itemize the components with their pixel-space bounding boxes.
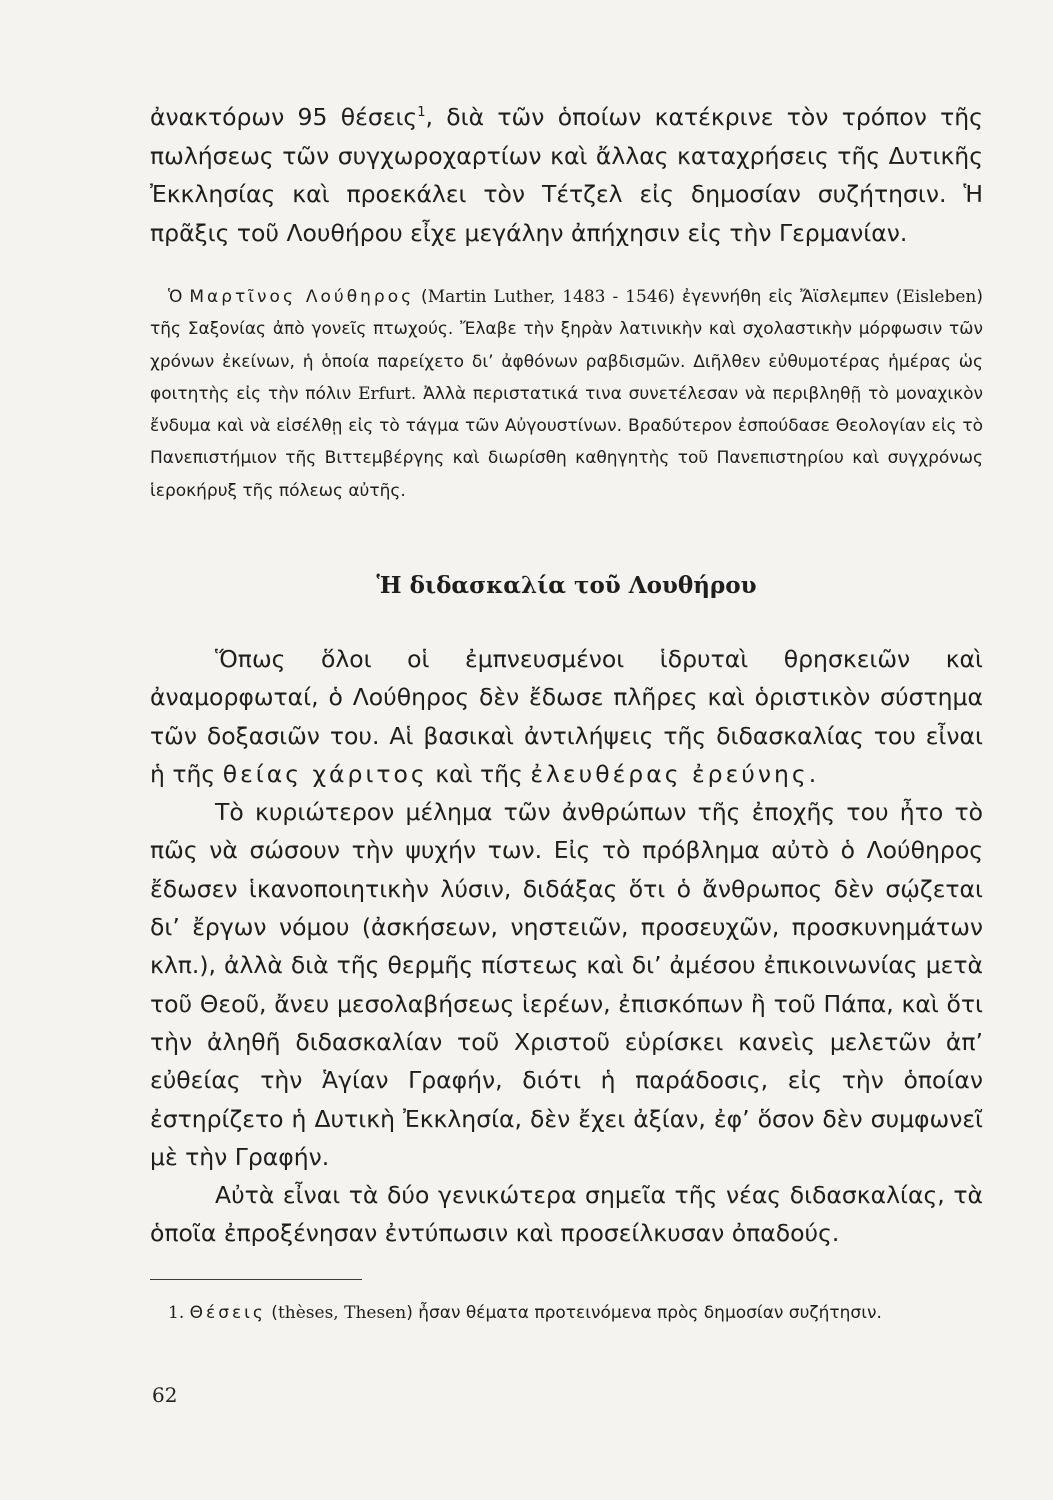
paragraph-doctrine bbox=[150, 640, 983, 793]
section-body bbox=[150, 640, 983, 1253]
section-heading: Ἡ διδασκαλία τοῦ Λουθήρου bbox=[376, 572, 757, 599]
latin-term: thèses, Thesen bbox=[277, 1303, 407, 1323]
paragraph-text: ( bbox=[265, 1303, 278, 1323]
spaced-term: ἐλευθέρας ἐρεύνης bbox=[530, 759, 809, 788]
paragraph-text: ( bbox=[414, 287, 428, 307]
paragraph-text: ἀνακτόρων 95 θέσεις bbox=[150, 103, 418, 131]
spaced-term: Θέσεις bbox=[189, 1303, 266, 1323]
page-number: 62 bbox=[152, 1383, 178, 1407]
footnote-number: 1. bbox=[168, 1303, 185, 1323]
footnote-marker[interactable]: 1 bbox=[417, 105, 426, 121]
footnote-divider bbox=[150, 1279, 362, 1280]
latin-town: Eisleben bbox=[902, 287, 977, 307]
latin-name: Martin Luther, 1483 - 1546 bbox=[427, 287, 669, 307]
paragraph-theses bbox=[150, 98, 983, 252]
paragraph-salvation: Τὸ κυριώτερον μέλημα τῶν ἀνθρώπων τῆς ἐποχῆς του ἦτο τὸ πῶς νὰ σώσουν τὴν ψυχήν των. Εἰς τὸ πρόβλημα αὐτὸ ὁ Λούθηρος ἔδωσεν ἱκανοποιητικὴν λύσιν, διδάξας ὅτι ὁ ἄνθρωπος δὲν σῴζεται δι’ ἔργων νόμου (ἀσκήσεων, νηστειῶν, προσευχῶν, προσκυνημάτων κλπ.), ἀλλὰ διὰ τῆς θερμῆς πίστεως καὶ δι’ ἀμέσου ἐπικοινωνίας μετὰ τοῦ Θεοῦ, ἄνευ μεσολαβήσεως ἱερέων, ἐπισκόπων ἢ τοῦ Πάπα, καὶ ὅτι τὴν ἀληθῆ διδασκαλίαν τοῦ Χριστοῦ εὑρίσκει κανεὶς μελετῶν ἀπ’ εὐθείας τὴν Ἁγίαν Γραφήν, διότι ἡ παράδοσις, εἰς τὴν ὁποίαν ἐστηρίζετο ἡ Δυτικὴ Ἐκκλησία, δὲν ἔχει ἀξίαν, ἐφ’ ὅσον δὲν συμφωνεῖ μὲ τὴν Γραφήν. bbox=[150, 798, 983, 1171]
paragraph-text: Ὁ bbox=[168, 287, 183, 307]
paragraph-text: καὶ τῆς bbox=[435, 759, 523, 788]
footnote bbox=[150, 1297, 983, 1329]
paragraph-text: ) ἐγεννήθη εἰς Ἄϊσλεμπεν ( bbox=[668, 287, 903, 307]
paragraph-text: ) τῆς Σαξονίας ἀπὸ γονεῖς πτωχούς. Ἔλαβε τὴν ξηρὰν λατινικὴν καὶ σχολαστικὴν μόρφωσιν τῶν χρόνων ἐκείνων, ἡ ὁποία παρείχετο δι’ ἀφθόνων ραβδισμῶν. Διῆλθεν εὐθυμοτέρας ἡμέρας ὡς φοιτητὴς εἰς τὴν πόλιν bbox=[150, 287, 984, 404]
latin-city: Erfurt bbox=[358, 383, 411, 404]
paragraph-summary: Αὐτὰ εἶναι τὰ δύο γενικώτερα σημεῖα τῆς νέας διδασκαλίας, τὰ ὁποῖα ἐπροξένησαν ἐντύπωσιν καὶ προσείλκυσαν ὀπαδούς. bbox=[150, 1181, 983, 1248]
spaced-name: Μαρτῖνος Λούθηρος bbox=[189, 287, 415, 307]
paragraph-text: . bbox=[808, 759, 817, 788]
paragraph-biography bbox=[150, 281, 983, 507]
paragraph-text: , διὰ τῶν ὁποίων κατέκρινε τὸν τρόπον τῆς πωλήσεως τῶν συγχωροχαρτίων καὶ ἄλλας καταχρήσεις τῆς Δυτικῆς Ἐκκλησίας καὶ προεκάλει τὸν Τέτζελ εἰς δημοσίαν συζήτησιν. Ἡ πρᾶξις τοῦ Λουθήρου εἶχε μεγάλην ἀπήχησιν εἰς τὴν Γερμανίαν. bbox=[150, 103, 983, 247]
paragraph-text: ) ἦσαν θέματα προτεινόμενα πρὸς δημοσίαν συζήτησιν. bbox=[406, 1303, 882, 1323]
paragraph-text: Ὅπως ὅλοι οἱ ἐμπνευσμένοι ἱδρυταὶ θρησκειῶν καὶ ἀναμορφωταί, ὁ Λούθηρος δὲν ἔδωσε πλῆρες καὶ ὁριστικὸν σύστημα τῶν δοξασιῶν του. Αἱ βασικαὶ ἀντιλήψεις τῆς διδασκαλίας του εἶναι ἡ τῆς bbox=[150, 645, 983, 788]
paragraph-text: . Ἀλλὰ περιστατικά τινα συνετέλεσαν νὰ περιβληθῇ τὸ μοναχικὸν ἔνδυμα καὶ νὰ εἰσέλθῃ εἰς τὸ τάγμα τῶν Αὐγουστίνων. Βραδύτερον ἐσπούδασε Θεολογίαν εἰς τὸ Πανεπιστήμιον τῆς Βιττεμβέργης καὶ διωρίσθη καθηγητὴς τοῦ Πανεπιστηρίου καὶ συγχρόνως ἱεροκήρυξ τῆς πόλεως αὐτῆς. bbox=[150, 383, 983, 501]
spaced-term: θείας χάριτος bbox=[222, 759, 428, 788]
